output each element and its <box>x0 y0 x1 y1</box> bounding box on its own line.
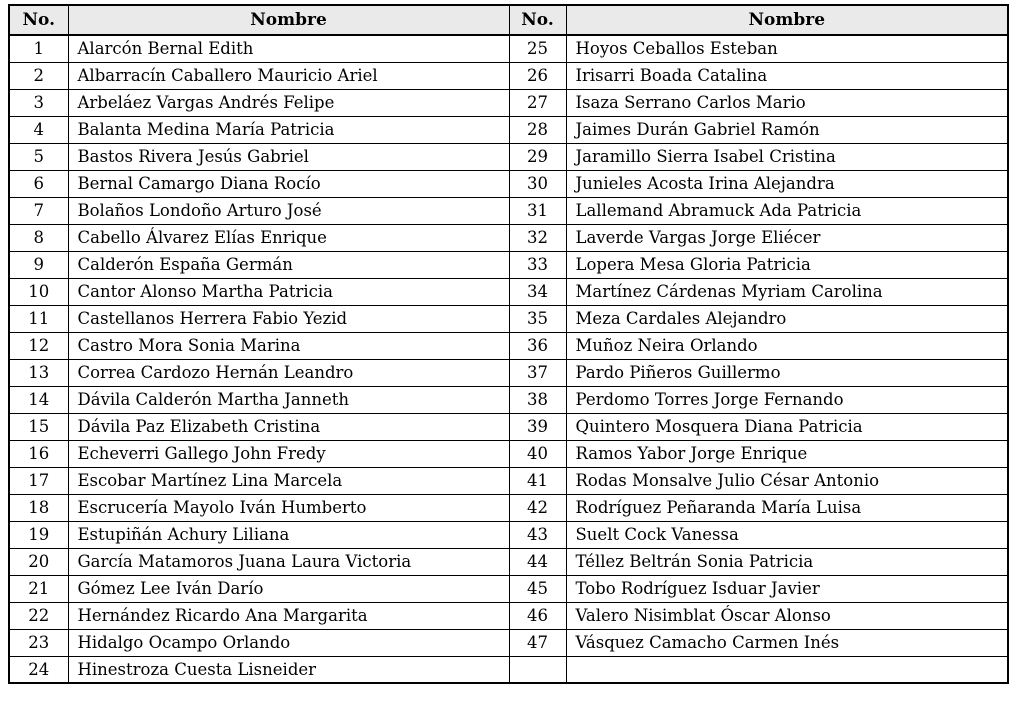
row-name-cell-left: García Matamoros Juana Laura Victoria <box>68 548 509 575</box>
row-number-cell-left: 15 <box>9 413 68 440</box>
row-name-cell-left: Hinestroza Cuesta Lisneider <box>68 656 509 683</box>
row-number-cell-right: 32 <box>509 224 566 251</box>
table-row <box>9 656 1008 683</box>
row-number-cell-right: 36 <box>509 332 566 359</box>
row-number-cell-left: 11 <box>9 305 68 332</box>
row-name-cell-right: Martínez Cárdenas Myriam Carolina <box>566 278 1008 305</box>
row-name-cell-right: Quintero Mosquera Diana Patricia <box>566 413 1008 440</box>
row-name-cell-left: Albarracín Caballero Mauricio Ariel <box>68 62 509 89</box>
row-name-cell-right: Jaramillo Sierra Isabel Cristina <box>566 143 1008 170</box>
row-name-cell-left: Echeverri Gallego John Fredy <box>68 440 509 467</box>
row-number-cell-right: 30 <box>509 170 566 197</box>
row-name-cell-left: Alarcón Bernal Edith <box>68 35 509 62</box>
row-name-cell-left: Bernal Camargo Diana Rocío <box>68 170 509 197</box>
row-name-cell-left: Cabello Álvarez Elías Enrique <box>68 224 509 251</box>
table-row <box>9 575 1008 602</box>
row-name-cell-right <box>566 656 1008 683</box>
table-row <box>9 440 1008 467</box>
table-row <box>9 35 1008 62</box>
row-number-cell-left: 12 <box>9 332 68 359</box>
table-row <box>9 386 1008 413</box>
row-number-cell-right: 38 <box>509 386 566 413</box>
row-number-cell-right: 31 <box>509 197 566 224</box>
row-number-cell-right: 35 <box>509 305 566 332</box>
roster-table <box>8 4 1009 684</box>
table-row <box>9 170 1008 197</box>
row-name-cell-right: Muñoz Neira Orlando <box>566 332 1008 359</box>
header-nombre-left: Nombre <box>68 5 509 35</box>
header-no-right: No. <box>509 5 566 35</box>
row-number-cell-right: 33 <box>509 251 566 278</box>
row-name-cell-left: Hidalgo Ocampo Orlando <box>68 629 509 656</box>
row-name-cell-right: Téllez Beltrán Sonia Patricia <box>566 548 1008 575</box>
row-number-cell-right <box>509 656 566 683</box>
table-row <box>9 305 1008 332</box>
row-number-cell-right: 46 <box>509 602 566 629</box>
row-number-cell-left: 10 <box>9 278 68 305</box>
row-name-cell-left: Dávila Calderón Martha Janneth <box>68 386 509 413</box>
table-row <box>9 143 1008 170</box>
row-number-cell-left: 1 <box>9 35 68 62</box>
table-header <box>9 5 1008 35</box>
row-number-cell-left: 24 <box>9 656 68 683</box>
row-name-cell-left: Cantor Alonso Martha Patricia <box>68 278 509 305</box>
row-name-cell-right: Irisarri Boada Catalina <box>566 62 1008 89</box>
row-name-cell-right: Lallemand Abramuck Ada Patricia <box>566 197 1008 224</box>
row-number-cell-left: 20 <box>9 548 68 575</box>
row-number-cell-right: 40 <box>509 440 566 467</box>
table-row <box>9 359 1008 386</box>
table-row <box>9 116 1008 143</box>
row-name-cell-left: Hernández Ricardo Ana Margarita <box>68 602 509 629</box>
row-number-cell-left: 17 <box>9 467 68 494</box>
row-number-cell-left: 21 <box>9 575 68 602</box>
row-name-cell-left: Castro Mora Sonia Marina <box>68 332 509 359</box>
header-no-left: No. <box>9 5 68 35</box>
row-number-cell-right: 45 <box>509 575 566 602</box>
row-name-cell-right: Lopera Mesa Gloria Patricia <box>566 251 1008 278</box>
table-row <box>9 332 1008 359</box>
row-number-cell-right: 39 <box>509 413 566 440</box>
table-row <box>9 62 1008 89</box>
row-number-cell-left: 16 <box>9 440 68 467</box>
row-number-cell-right: 37 <box>509 359 566 386</box>
row-number-cell-right: 28 <box>509 116 566 143</box>
row-name-cell-left: Dávila Paz Elizabeth Cristina <box>68 413 509 440</box>
row-name-cell-right: Jaimes Durán Gabriel Ramón <box>566 116 1008 143</box>
row-number-cell-left: 9 <box>9 251 68 278</box>
row-number-cell-left: 5 <box>9 143 68 170</box>
row-number-cell-left: 14 <box>9 386 68 413</box>
row-name-cell-left: Bolaños Londoño Arturo José <box>68 197 509 224</box>
row-name-cell-right: Ramos Yabor Jorge Enrique <box>566 440 1008 467</box>
row-number-cell-left: 18 <box>9 494 68 521</box>
table-row <box>9 278 1008 305</box>
row-name-cell-right: Pardo Piñeros Guillermo <box>566 359 1008 386</box>
row-number-cell-left: 8 <box>9 224 68 251</box>
table-row <box>9 224 1008 251</box>
table-row <box>9 602 1008 629</box>
row-name-cell-right: Valero Nisimblat Óscar Alonso <box>566 602 1008 629</box>
table-row <box>9 251 1008 278</box>
row-name-cell-right: Hoyos Ceballos Esteban <box>566 35 1008 62</box>
row-number-cell-left: 13 <box>9 359 68 386</box>
row-name-cell-right: Suelt Cock Vanessa <box>566 521 1008 548</box>
row-number-cell-left: 2 <box>9 62 68 89</box>
row-number-cell-left: 19 <box>9 521 68 548</box>
row-number-cell-right: 41 <box>509 467 566 494</box>
row-name-cell-right: Perdomo Torres Jorge Fernando <box>566 386 1008 413</box>
row-name-cell-right: Isaza Serrano Carlos Mario <box>566 89 1008 116</box>
table-row <box>9 494 1008 521</box>
row-number-cell-left: 6 <box>9 170 68 197</box>
row-number-cell-left: 23 <box>9 629 68 656</box>
row-number-cell-left: 7 <box>9 197 68 224</box>
row-number-cell-right: 43 <box>509 521 566 548</box>
row-number-cell-right: 29 <box>509 143 566 170</box>
row-number-cell-right: 42 <box>509 494 566 521</box>
table-row <box>9 89 1008 116</box>
row-name-cell-left: Calderón España Germán <box>68 251 509 278</box>
row-number-cell-left: 4 <box>9 116 68 143</box>
row-number-cell-right: 27 <box>509 89 566 116</box>
row-name-cell-right: Junieles Acosta Irina Alejandra <box>566 170 1008 197</box>
table-row <box>9 413 1008 440</box>
row-name-cell-right: Meza Cardales Alejandro <box>566 305 1008 332</box>
row-name-cell-left: Escobar Martínez Lina Marcela <box>68 467 509 494</box>
row-number-cell-left: 22 <box>9 602 68 629</box>
header-row <box>9 5 1008 35</box>
row-name-cell-right: Vásquez Camacho Carmen Inés <box>566 629 1008 656</box>
row-number-cell-right: 25 <box>509 35 566 62</box>
table-row <box>9 548 1008 575</box>
row-name-cell-left: Correa Cardozo Hernán Leandro <box>68 359 509 386</box>
row-name-cell-left: Castellanos Herrera Fabio Yezid <box>68 305 509 332</box>
table-row <box>9 467 1008 494</box>
row-name-cell-left: Estupiñán Achury Liliana <box>68 521 509 548</box>
table-body <box>9 35 1008 683</box>
row-name-cell-left: Balanta Medina María Patricia <box>68 116 509 143</box>
row-name-cell-left: Gómez Lee Iván Darío <box>68 575 509 602</box>
table-row <box>9 629 1008 656</box>
row-name-cell-left: Escrucería Mayolo Iván Humberto <box>68 494 509 521</box>
row-number-cell-right: 26 <box>509 62 566 89</box>
row-number-cell-left: 3 <box>9 89 68 116</box>
row-name-cell-right: Laverde Vargas Jorge Eliécer <box>566 224 1008 251</box>
table-row <box>9 521 1008 548</box>
header-nombre-right: Nombre <box>566 5 1008 35</box>
row-name-cell-right: Rodas Monsalve Julio César Antonio <box>566 467 1008 494</box>
row-name-cell-right: Tobo Rodríguez Isduar Javier <box>566 575 1008 602</box>
row-number-cell-right: 44 <box>509 548 566 575</box>
row-name-cell-left: Bastos Rivera Jesús Gabriel <box>68 143 509 170</box>
row-name-cell-left: Arbeláez Vargas Andrés Felipe <box>68 89 509 116</box>
row-name-cell-right: Rodríguez Peñaranda María Luisa <box>566 494 1008 521</box>
row-number-cell-right: 34 <box>509 278 566 305</box>
table-row <box>9 197 1008 224</box>
row-number-cell-right: 47 <box>509 629 566 656</box>
